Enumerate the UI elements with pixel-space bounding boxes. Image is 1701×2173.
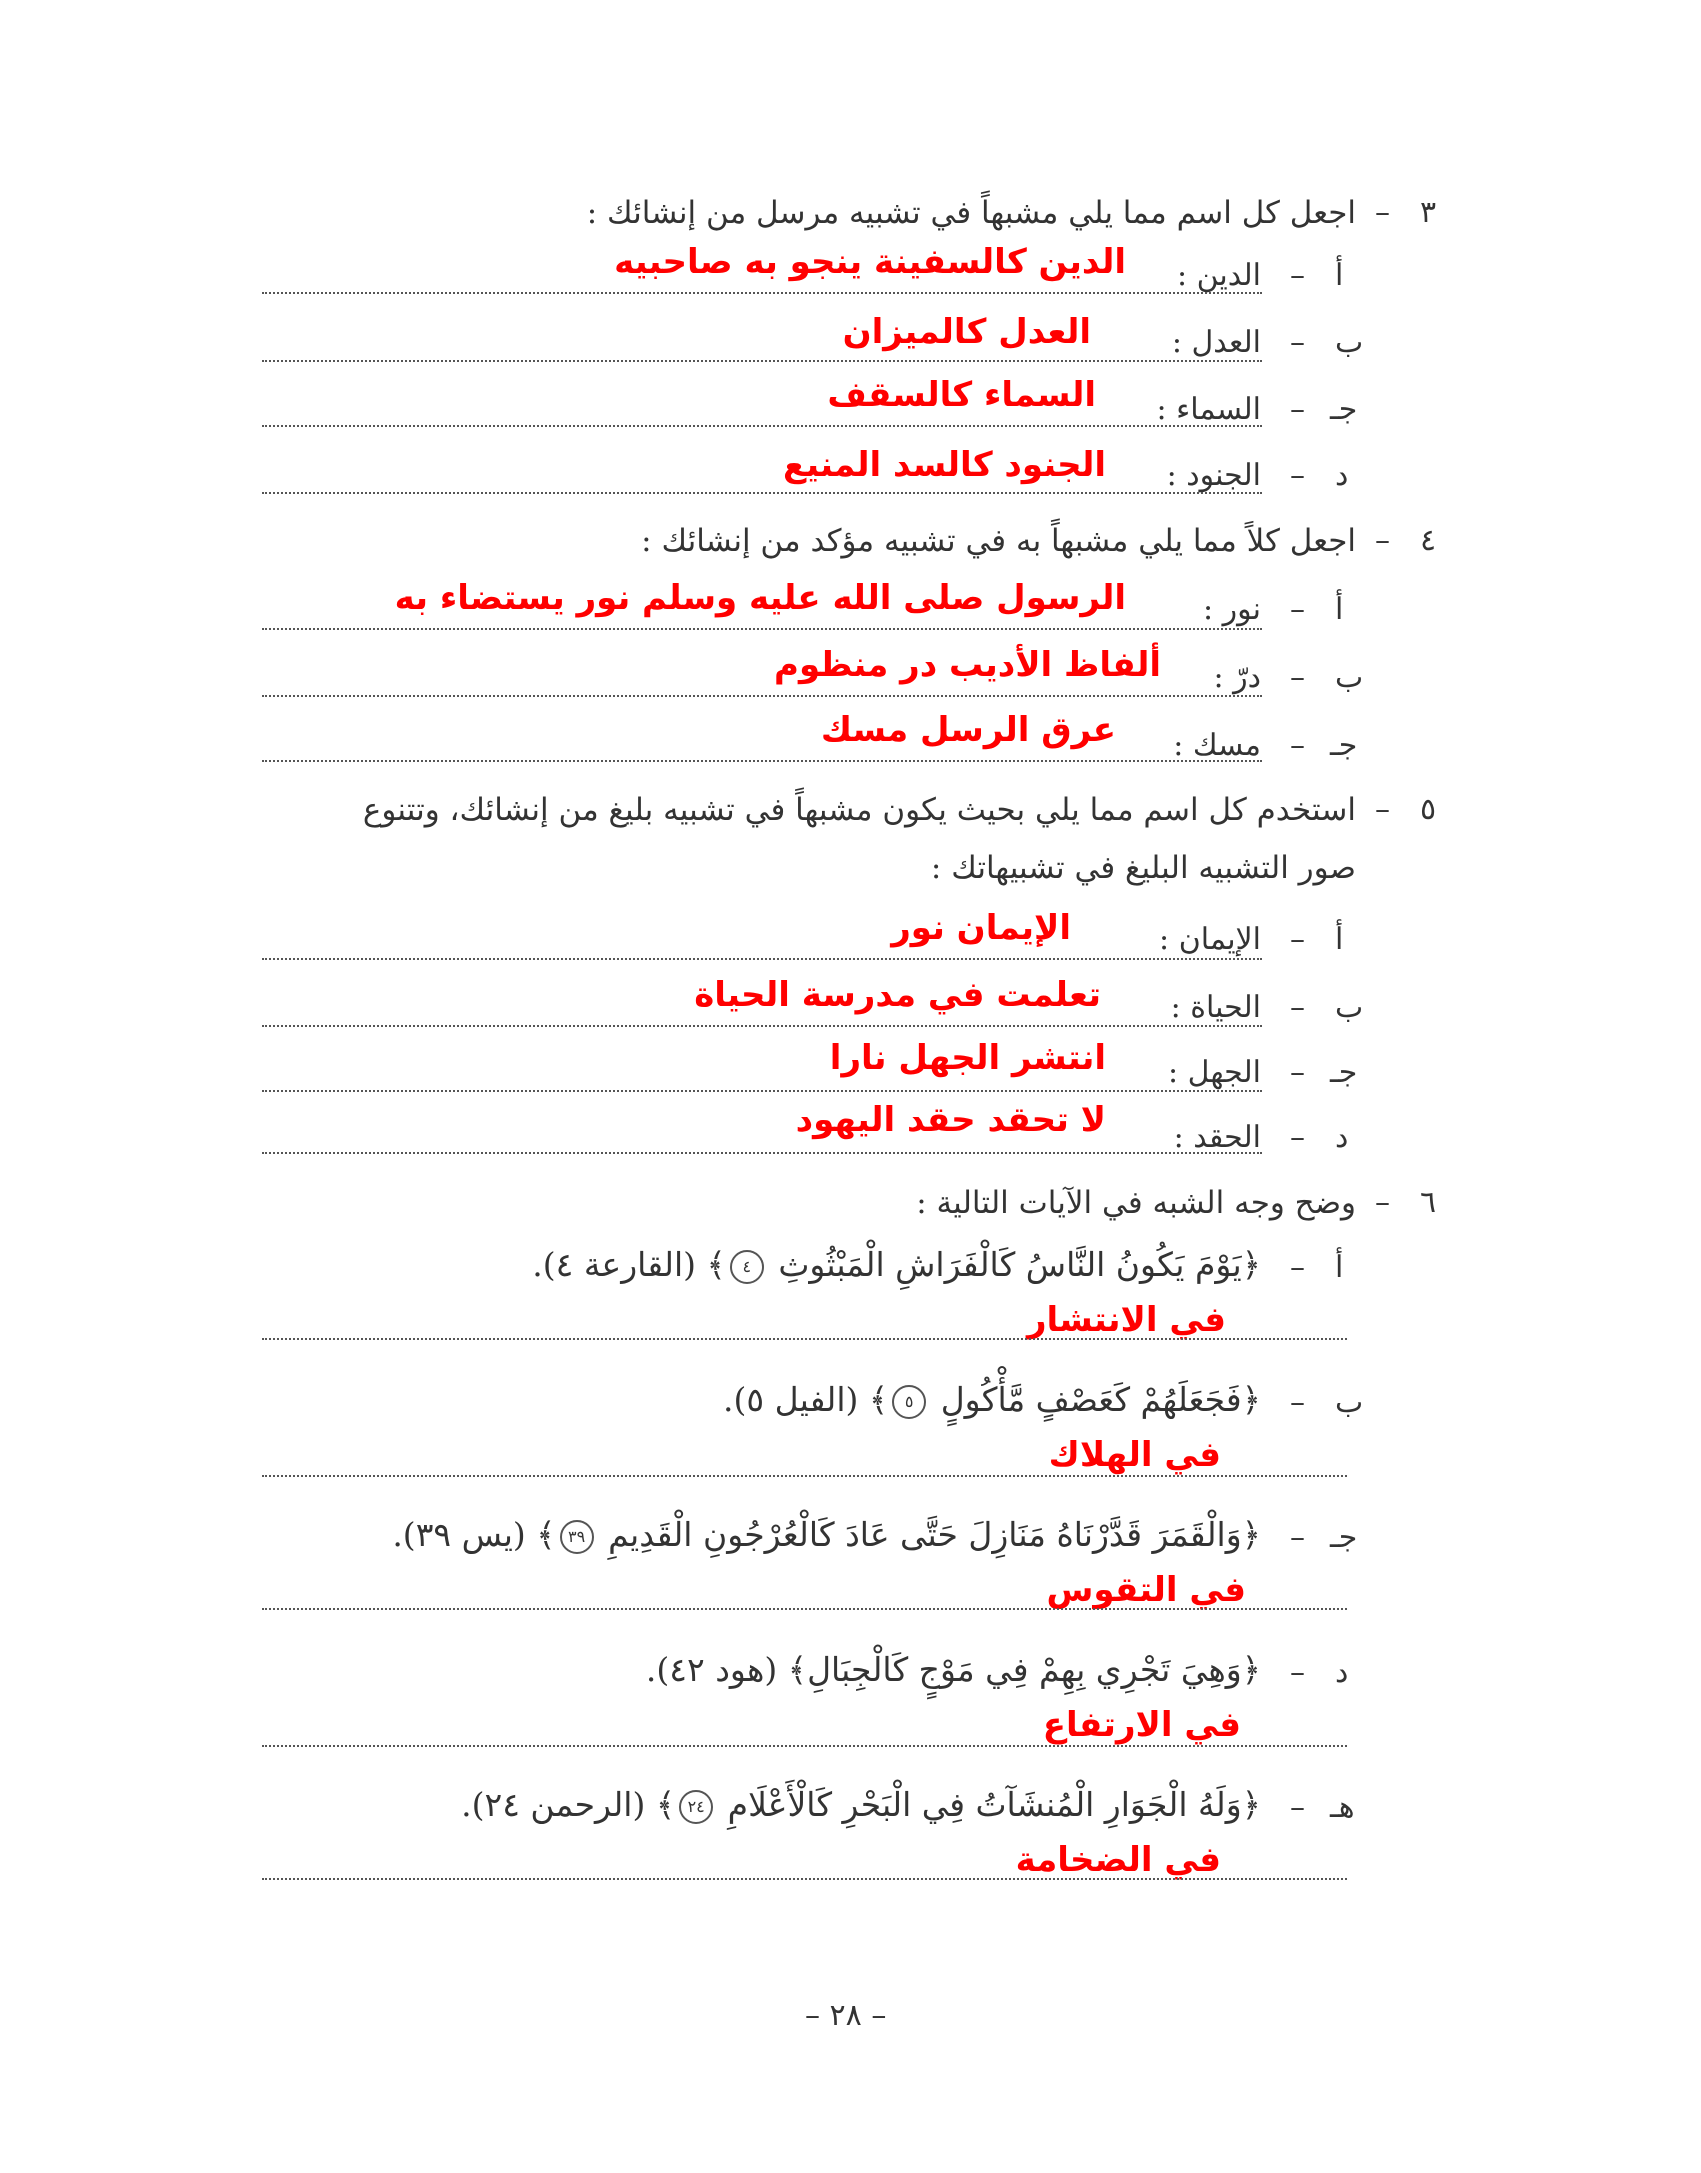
dash: – — [1290, 728, 1305, 763]
answer-line — [262, 360, 1262, 362]
item-letter: جـ — [1330, 1055, 1358, 1090]
answer-line — [262, 1475, 1347, 1477]
dash: – — [1375, 792, 1390, 827]
answer-line — [262, 1025, 1262, 1027]
answer-line — [262, 695, 1262, 697]
handwritten-answer: الإيمان نور — [891, 908, 1071, 948]
item-label: العدل : — [1171, 325, 1261, 360]
dash: – — [1290, 922, 1305, 957]
verse-text: ﴿يَوْمَ يَكُونُ النَّاسُ كَالْفَرَاشِ الْمَبْثُوثِ — [778, 1245, 1261, 1284]
question-number: ٣ — [1420, 195, 1437, 230]
item-letter: جـ — [1330, 728, 1358, 763]
item-label: مسك : — [1173, 728, 1261, 763]
item-letter: هـ — [1330, 1790, 1355, 1825]
dash: – — [1375, 1185, 1390, 1220]
quran-verse: ﴿يَوْمَ يَكُونُ النَّاسُ كَالْفَرَاشِ الْمَبْثُوثِ ٤﴾ (القارعة ٤). — [532, 1245, 1261, 1284]
verse-text: ﴿وَهِيَ تَجْرِي بِهِمْ فِي مَوْجٍ كَالْجِبَالِ﴾ — [787, 1650, 1261, 1689]
verse-reference: (هود ٤٢). — [645, 1650, 778, 1689]
item-letter: أ — [1335, 922, 1344, 957]
dash: – — [1290, 392, 1305, 427]
verse-reference: (الفيل ٥). — [723, 1380, 859, 1419]
handwritten-answer: انتشر الجهل نارا — [829, 1038, 1106, 1078]
handwritten-answer: تعلمت في مدرسة الحياة — [694, 975, 1101, 1015]
item-letter: ب — [1335, 1385, 1364, 1420]
answer-line — [262, 1608, 1347, 1610]
answer-line — [262, 292, 1262, 294]
item-label: الحياة : — [1170, 990, 1261, 1025]
dash: – — [1290, 1120, 1305, 1155]
dash: – — [1290, 258, 1305, 293]
quran-verse: ﴿وَلَهُ الْجَوَارِ الْمُنشَآتُ فِي الْبَحْرِ كَالْأَعْلَامِ ٢٤﴾ (الرحمن ٢٤). — [461, 1785, 1261, 1824]
dash: – — [1290, 1055, 1305, 1090]
answer-line — [262, 1338, 1347, 1340]
question-text: اجعل كلاً مما يلي مشبهاً به في تشبيه مؤكد من إنشائك : — [641, 523, 1356, 559]
answer-line — [262, 760, 1262, 762]
item-letter: أ — [1335, 258, 1344, 293]
item-letter: ب — [1335, 990, 1364, 1025]
item-label: درّ : — [1213, 660, 1261, 695]
verse-reference: (يس ٣٩). — [392, 1515, 526, 1554]
item-label: الجنود : — [1166, 458, 1261, 493]
dash: – — [1290, 1385, 1305, 1420]
handwritten-answer: السماء كالسقف — [827, 375, 1096, 415]
handwritten-answer: في الانتشار — [1026, 1300, 1226, 1340]
handwritten-answer: الدين كالسفينة ينجو به صاحبيه — [614, 242, 1126, 282]
answer-line — [262, 628, 1262, 630]
dash: – — [1290, 1655, 1305, 1690]
question-text-line1: استخدم كل اسم مما يلي بحيث يكون مشبهاً في تشبيه بليغ من إنشائك، وتتنوع — [362, 792, 1356, 828]
dash: – — [1290, 592, 1305, 627]
item-letter: أ — [1335, 1250, 1344, 1285]
dash: – — [1290, 325, 1305, 360]
answer-line — [262, 1878, 1347, 1880]
verse-reference: (الرحمن ٢٤). — [461, 1785, 646, 1824]
item-label: الجهل : — [1167, 1055, 1261, 1090]
dash: – — [1290, 458, 1305, 493]
dash: – — [1375, 195, 1390, 230]
answer-line — [262, 958, 1262, 960]
item-letter: د — [1335, 1120, 1349, 1155]
answer-line — [262, 1090, 1262, 1092]
answer-line — [262, 1745, 1347, 1747]
verse-reference: (القارعة ٤). — [532, 1245, 696, 1284]
quran-verse: ﴿فَجَعَلَهُمْ كَعَصْفٍ مَّأْكُولٍ ٥﴾ (الفيل ٥). — [723, 1380, 1261, 1419]
question-number: ٥ — [1420, 792, 1437, 827]
dash: – — [1290, 1250, 1305, 1285]
verse-text: ﴿فَجَعَلَهُمْ كَعَصْفٍ مَّأْكُولٍ — [940, 1380, 1261, 1419]
handwritten-answer: في الارتفاع — [1042, 1705, 1241, 1745]
handwritten-answer: الرسول صلى الله عليه وسلم نور يستضاء به — [394, 578, 1126, 618]
dash: – — [1375, 523, 1390, 558]
quran-verse: ﴿وَالْقَمَرَ قَدَّرْنَاهُ مَنَازِلَ حَتَّى عَادَ كَالْعُرْجُونِ الْقَدِيمِ ٣٩﴾ (يس ٣٩). — [392, 1515, 1261, 1554]
item-label: الحقد : — [1173, 1120, 1261, 1155]
handwritten-answer: في التقوس — [1046, 1570, 1246, 1610]
handwritten-answer: الجنود كالسد المنيع — [783, 445, 1106, 485]
handwritten-answer: عرق الرسل مسك — [820, 710, 1116, 750]
question-number: ٤ — [1420, 523, 1437, 558]
item-letter: د — [1335, 458, 1349, 493]
item-letter: د — [1335, 1655, 1349, 1690]
verse-text: ﴿وَلَهُ الْجَوَارِ الْمُنشَآتُ فِي الْبَحْرِ كَالْأَعْلَامِ — [727, 1785, 1261, 1824]
page-number: – ٢٨ – — [805, 1998, 887, 2033]
dash: – — [1290, 1790, 1305, 1825]
ayah-number-ornament: ٥ — [892, 1385, 926, 1419]
dash: – — [1290, 990, 1305, 1025]
quran-verse — [646, 1650, 1261, 1689]
verse-text: ﴿وَالْقَمَرَ قَدَّرْنَاهُ مَنَازِلَ حَتَّى عَادَ كَالْعُرْجُونِ الْقَدِيمِ — [608, 1515, 1261, 1554]
ayah-number-ornament: ٢٤ — [679, 1790, 713, 1824]
item-letter: ب — [1335, 325, 1364, 360]
item-letter: جـ — [1330, 392, 1358, 427]
ayah-number-ornament: ٤ — [730, 1250, 764, 1284]
question-text-line2: صور التشبيه البليغ في تشبيهاتك : — [930, 850, 1356, 886]
answer-line — [262, 492, 1262, 494]
question-text: وضح وجه الشبه في الآيات التالية : — [916, 1185, 1356, 1221]
item-letter: ب — [1335, 660, 1364, 695]
handwritten-answer: لا تحقد حقد اليهود — [795, 1100, 1106, 1140]
handwritten-answer: العدل كالميزان — [842, 312, 1091, 352]
ayah-number-ornament: ٣٩ — [560, 1520, 594, 1554]
item-label: نور : — [1203, 592, 1261, 627]
item-letter: جـ — [1330, 1520, 1358, 1555]
answer-line — [262, 1152, 1262, 1154]
dash: – — [1290, 660, 1305, 695]
answer-line — [262, 425, 1262, 427]
handwritten-answer: في الضخامة — [1015, 1840, 1221, 1880]
item-label: السماء : — [1156, 392, 1261, 427]
dash: – — [1290, 1520, 1305, 1555]
item-label: الإيمان : — [1159, 922, 1261, 957]
question-number: ٦ — [1420, 1185, 1437, 1220]
item-label: الدين : — [1176, 258, 1261, 293]
item-letter: أ — [1335, 592, 1344, 627]
handwritten-answer: ألفاظ الأديب در منظوم — [774, 645, 1161, 685]
question-text: اجعل كل اسم مما يلي مشبهاً في تشبيه مرسل من إنشائك : — [586, 195, 1356, 231]
handwritten-answer: في الهلاك — [1048, 1435, 1221, 1475]
